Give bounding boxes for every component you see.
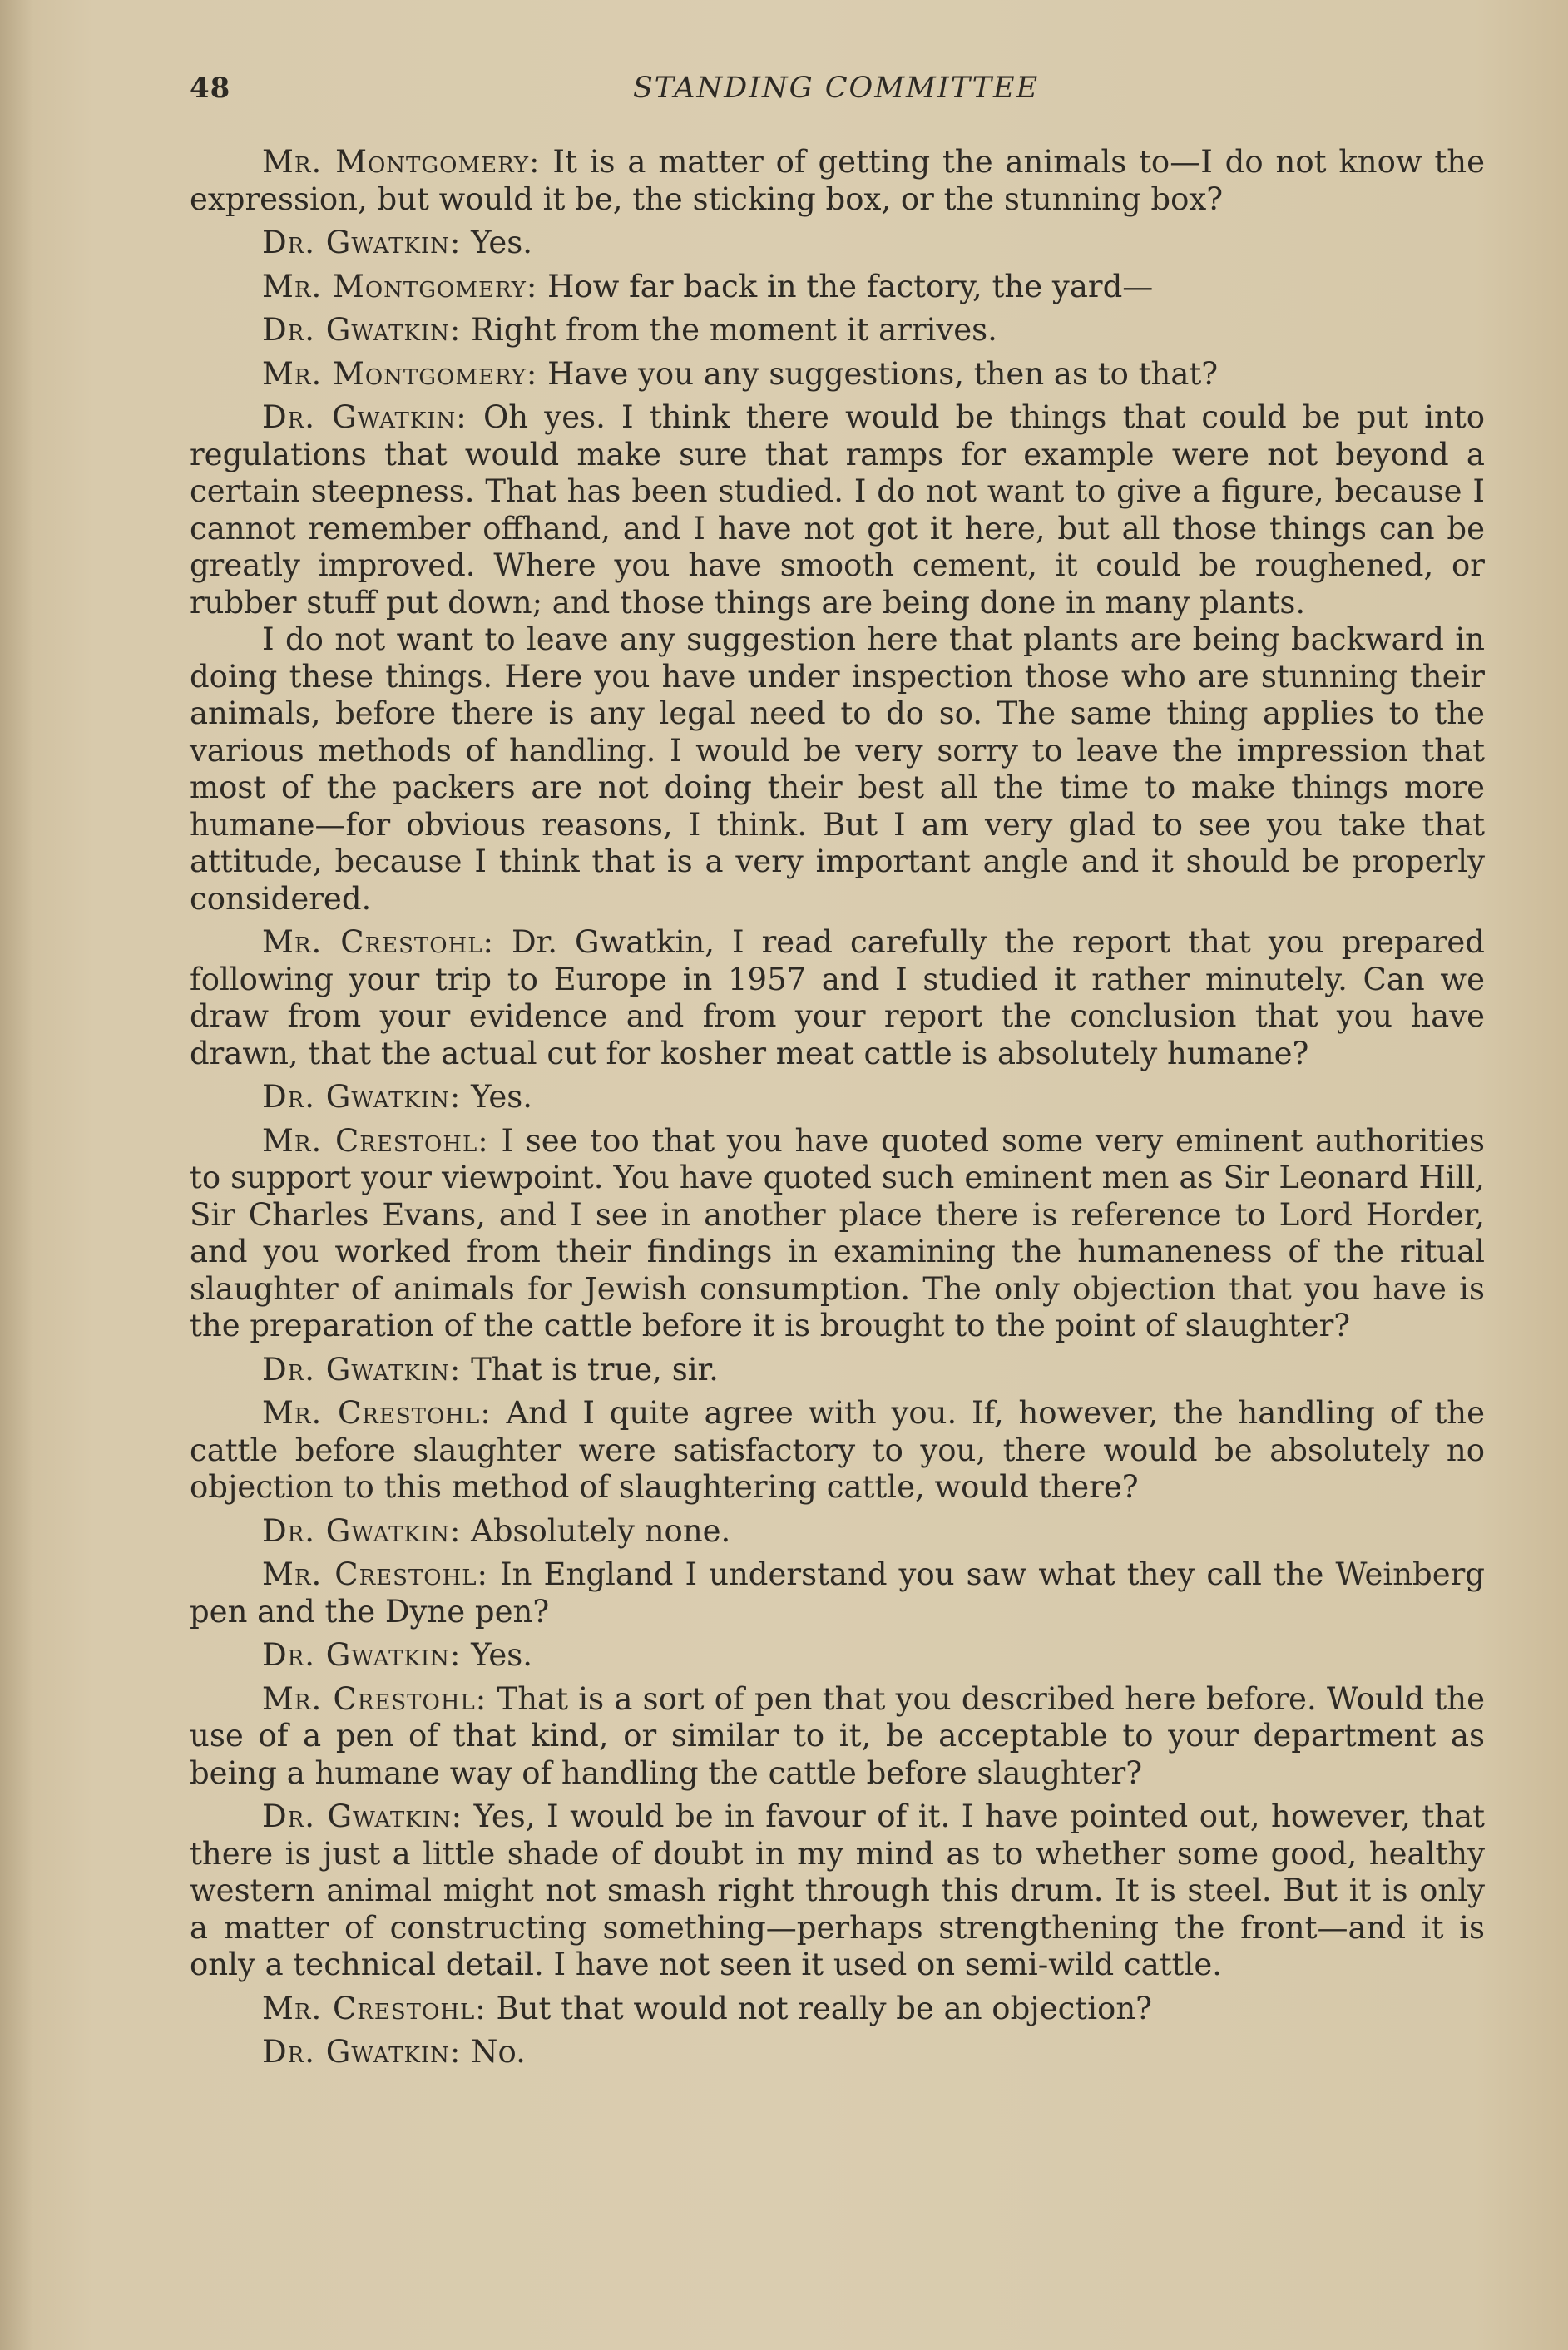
paragraph-text: Yes. bbox=[471, 225, 532, 260]
speaker-label: Dr. Gwatkin: bbox=[262, 2034, 462, 2070]
paragraph-text: And I quite agree with you. If, however, the handling of the cattle before slaughter were satisfactory to you, there would be absolutely no objection to this method of slaughtering cattle, would there? bbox=[190, 1395, 1485, 1505]
speaker-label: Mr. Montgomery: bbox=[262, 268, 538, 304]
speaker-label: Mr. Montgomery: bbox=[262, 355, 538, 392]
transcript-paragraph bbox=[190, 356, 1485, 393]
paragraph-text: Yes, I would be in favour of it. I have pointed out, however, that there is just a little shade of doubt in my mind as to whether some good, healthy western animal might not smash right through this drum. It is steel. But it is only a matter of constructing something—perhaps strengthening the front—and it is only a technical detail. I have not seen it used on semi-wild cattle. bbox=[190, 1798, 1485, 1982]
paragraph-text: But that would not really be an objection? bbox=[496, 1990, 1152, 2026]
speaker-label: Dr. Gwatkin: bbox=[262, 225, 462, 260]
transcript-paragraph bbox=[190, 269, 1485, 306]
transcript-paragraph bbox=[190, 621, 1485, 918]
paragraph-text: I do not want to leave any suggestion here that plants are being backward in doing these things. Here you have under inspection those who are stunning their animals, before there is any legal need to do so. The same thing applies to the various methods of handling. I would be very sorry to leave the impression that most of the packers are not doing their best all the time to make things more humane—for obvious reasons, I think. But I am very glad to see you take that attitude, because I think that is a very important angle and it should be properly considered. bbox=[190, 621, 1485, 917]
paragraph-text: In England I understand you saw what they call the Weinberg pen and the Dyne pen? bbox=[190, 1556, 1485, 1630]
page-header bbox=[190, 72, 1482, 113]
speaker-label: Mr. Crestohl: bbox=[262, 1395, 492, 1431]
running-title: STANDING COMMITTEE bbox=[632, 72, 1040, 105]
paragraph-text: Have you any suggestions, then as to that? bbox=[547, 355, 1219, 392]
transcript-body bbox=[190, 144, 1485, 2071]
transcript-paragraph bbox=[190, 924, 1485, 1072]
transcript-paragraph bbox=[190, 1395, 1485, 1506]
transcript-paragraph bbox=[190, 1079, 1485, 1116]
speaker-label: Dr. Gwatkin: bbox=[262, 1512, 462, 1549]
speaker-label: Mr. Montgomery: bbox=[262, 144, 541, 180]
paragraph-text: No. bbox=[471, 2034, 526, 2070]
speaker-label: Dr. Gwatkin: bbox=[262, 1351, 462, 1388]
paragraph-text: I see too that you have quoted some very eminent authorities to support your viewpoint. You have quoted such eminent men as Sir Leonard Hill, Sir Charles Evans, and I see in another place there is reference to Lord Horder, and you worked from their findings in examining the humaneness of the ritual slaughter of animals for Jewish consumption. The only objection that you have is the preparation of the cattle before it is brought to the point of slaughter? bbox=[190, 1122, 1485, 1343]
transcript-paragraph bbox=[190, 1681, 1485, 1793]
transcript-paragraph bbox=[190, 1637, 1485, 1675]
paragraph-text: Absolutely none. bbox=[471, 1512, 731, 1549]
paragraph-text: Dr. Gwatkin, I read carefully the report that you prepared following your trip to Europe in 1957 and I studied it rather minutely. Can we draw from your evidence and from your report the conclusion that you have drawn, that the actual cut for kosher meat cattle is absolutely humane? bbox=[190, 924, 1485, 1071]
speaker-label: Dr. Gwatkin: bbox=[262, 399, 467, 435]
transcript-paragraph bbox=[190, 1123, 1485, 1345]
paragraph-text: That is true, sir. bbox=[471, 1351, 719, 1388]
transcript-paragraph bbox=[190, 2034, 1485, 2071]
page-number: 48 bbox=[190, 72, 231, 105]
transcript-paragraph bbox=[190, 1991, 1485, 2028]
paragraph-text: Oh yes. I think there would be things that could be put into regulations that would make sure that ramps for example were not beyond a certain steepness. That has been studied. I do not want to give a figure, because I cannot remember offhand, and I have not got it here, but all those things can be greatly improved. Where you have smooth cement, it could be roughened, or rubber stuff put down; and those things are being done in many plants. bbox=[190, 399, 1486, 621]
transcript-paragraph bbox=[190, 399, 1485, 621]
paragraph-text: That is a sort of pen that you described here before. Would the use of a pen of that kind, or similar to it, be acceptable to your department as being a humane way of handling the cattle before slaughter? bbox=[190, 1680, 1486, 1791]
speaker-label: Mr. Crestohl: bbox=[262, 1556, 488, 1592]
transcript-paragraph bbox=[190, 1352, 1485, 1389]
paragraph-text: Yes. bbox=[471, 1637, 532, 1673]
transcript-paragraph bbox=[190, 1513, 1485, 1551]
speaker-label: Mr. Crestohl: bbox=[262, 1122, 489, 1159]
speaker-label: Dr. Gwatkin: bbox=[262, 312, 462, 348]
paragraph-text: It is a matter of getting the animals to—I do not know the expression, but would it be, the sticking box, or the stunning box? bbox=[190, 144, 1486, 217]
speaker-label: Mr. Crestohl: bbox=[262, 1680, 487, 1717]
transcript-paragraph bbox=[190, 225, 1485, 262]
speaker-label: Dr. Gwatkin: bbox=[262, 1079, 462, 1115]
speaker-label: Dr. Gwatkin: bbox=[262, 1798, 463, 1834]
speaker-label: Mr. Crestohl: bbox=[262, 924, 494, 960]
transcript-paragraph bbox=[190, 144, 1485, 218]
paragraph-text: Yes. bbox=[471, 1079, 532, 1115]
speaker-label: Mr. Crestohl: bbox=[262, 1990, 487, 2026]
transcript-paragraph bbox=[190, 1556, 1485, 1630]
transcript-paragraph bbox=[190, 312, 1485, 349]
paragraph-text: How far back in the factory, the yard— bbox=[547, 268, 1154, 304]
transcript-paragraph bbox=[190, 1798, 1485, 1984]
speaker-label: Dr. Gwatkin: bbox=[262, 1637, 462, 1673]
paragraph-text: Right from the moment it arrives. bbox=[471, 312, 997, 348]
